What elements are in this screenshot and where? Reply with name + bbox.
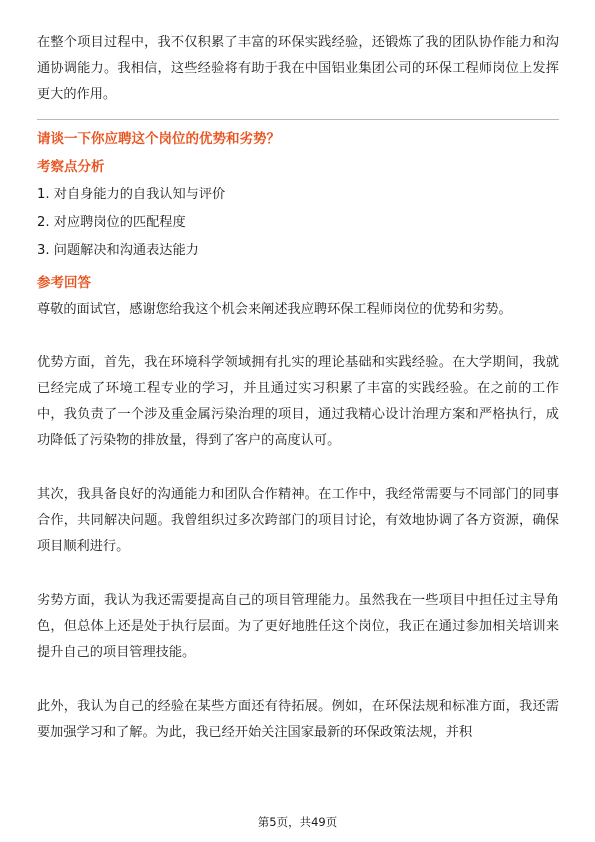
- answer-paragraph-text: 其次，我具备良好的沟通能力和团队合作精神。在工作中，我经常需要与不同部门的同事合作，共同解决问题。我曾组织过多次跨部门的项目讨论，有效地协调了各方资源，确保项目顺利进行。: [37, 487, 559, 554]
- analysis-point: 2. 对应聘岗位的匹配程度: [37, 215, 186, 230]
- answer-paragraph-text: 此外，我认为自己的经验在某些方面还有待拓展。例如，在环保法规和标准方面，我还需要加强学习和了解。为此，我已经开始关注国家最新的环保政策法规，并积: [37, 699, 559, 740]
- answer-paragraph: [37, 297, 559, 323]
- intro-paragraph: 在整个项目过程中，我不仅积累了丰富的环保实践经验，还锻炼了我的团队协作能力和沟通协调能力。我相信，这些经验将有助于我在中国铝业集团公司的环保工程师岗位上发挥更大的作用。: [37, 35, 559, 102]
- answer-paragraph-text: 尊敬的面试官，感谢您给我这个机会来阐述我应聘环保工程师岗位的优势和劣势。: [37, 302, 512, 317]
- analysis-heading: 考察点分析: [37, 159, 105, 175]
- answer-paragraph: [37, 588, 559, 666]
- answer-heading: 参考回答: [37, 275, 91, 291]
- analysis-point: 3. 问题解决和沟通表达能力: [37, 243, 199, 258]
- section-divider: [37, 119, 559, 120]
- analysis-points: [37, 181, 559, 265]
- answer-paragraph-text: 劣势方面，我认为我还需要提高自己的项目管理能力。虽然我在一些项目中担任过主导角色，但总体上还是处于执行层面。为了更好地胜任这个岗位，我正在通过参加相关培训来提升自己的项目管理技能。: [37, 593, 559, 660]
- page-number: 第5页，共49页: [257, 815, 338, 829]
- answer-paragraph: [37, 694, 559, 746]
- question-title: 请谈一下你应聘这个岗位的优势和劣势？: [37, 131, 280, 147]
- answer-paragraph-text: 优势方面，首先，我在环境科学领域拥有扎实的理论基础和实践经验。在大学期间，我就已经完成了环境工程专业的学习，并且通过实习积累了丰富的实践经验。在之前的工作中，我负责了一个涉及重金属污染治理的项目，通过我精心设计治理方案和严格执行，成功降低了污染物的排放量，得到了客户的高度认可。: [37, 355, 559, 448]
- answer-paragraph: [37, 350, 559, 454]
- document-page: [37, 30, 559, 774]
- analysis-point: 1. 对自身能力的自我认知与评价: [37, 187, 226, 202]
- answer-paragraph: [37, 482, 559, 560]
